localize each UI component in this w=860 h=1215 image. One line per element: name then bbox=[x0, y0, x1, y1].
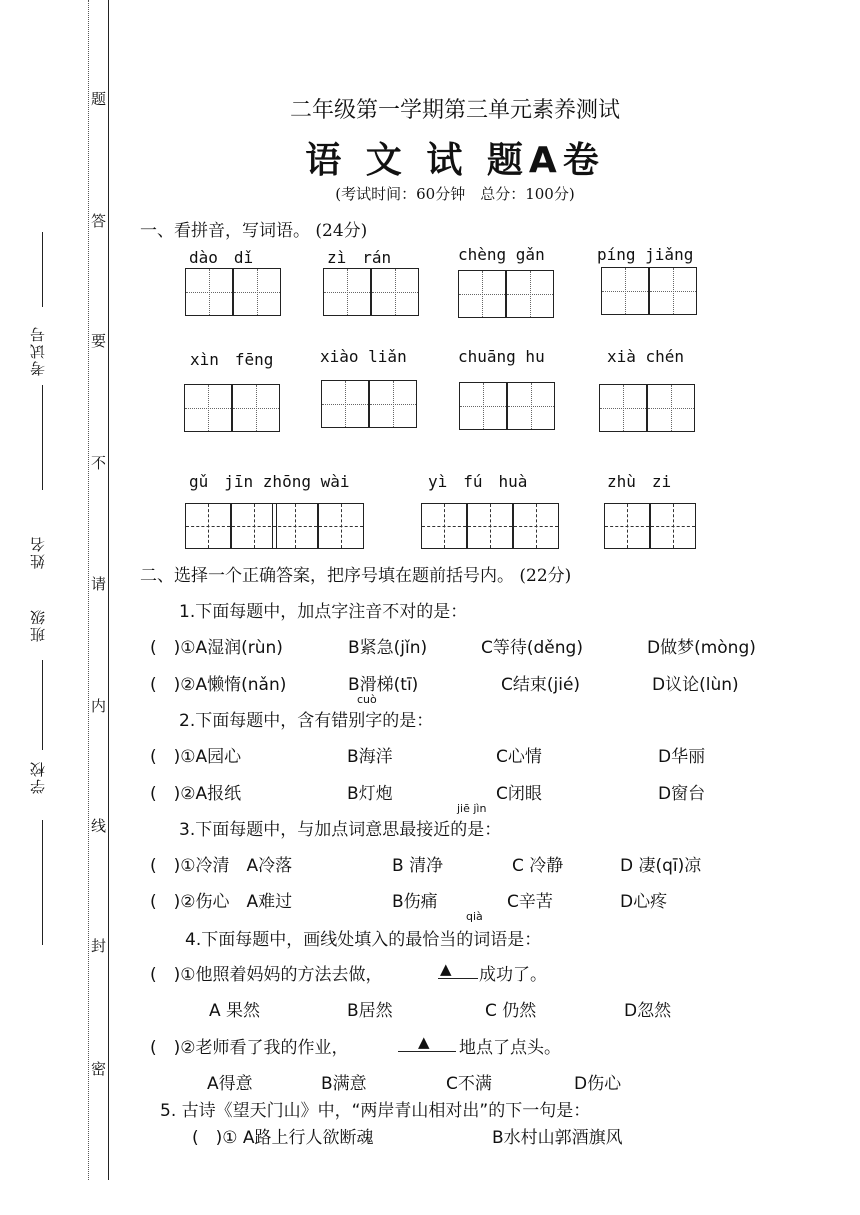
writing-box[interactable] bbox=[272, 503, 318, 549]
writing-box[interactable] bbox=[232, 384, 280, 432]
pinyin-annotation: jiē jìn bbox=[457, 802, 487, 815]
q1b-option-a: ( )②A懒惰(nǎn) bbox=[150, 675, 287, 695]
writing-box[interactable] bbox=[647, 384, 695, 432]
writing-box[interactable] bbox=[184, 384, 232, 432]
strip-char: 题 bbox=[91, 90, 107, 108]
pinyin-label: píng jiǎng bbox=[597, 245, 694, 264]
pinyin-annotation: cuò bbox=[357, 693, 377, 706]
q2b-option-a: ( )②A报纸 bbox=[150, 784, 242, 804]
triangle-icon: ▲ bbox=[440, 960, 452, 978]
class-field[interactable] bbox=[42, 660, 43, 750]
writing-box[interactable] bbox=[649, 267, 697, 315]
pinyin-label: chuāng hu bbox=[458, 347, 545, 366]
q4a-option-a: A 果然 bbox=[209, 1001, 261, 1021]
q3b-option-c: C辛苦 bbox=[507, 892, 553, 912]
q2-option-c: C心情 bbox=[496, 747, 542, 767]
pinyin-label: xiào liǎn bbox=[320, 347, 407, 366]
fill-blank[interactable] bbox=[438, 978, 478, 979]
writing-box[interactable] bbox=[323, 268, 371, 316]
strip-char: 密 bbox=[91, 1060, 107, 1078]
question-4: 4.下面每题中，画线处填入的最恰当的词语是： bbox=[185, 930, 542, 950]
triangle-icon: ▲ bbox=[418, 1033, 430, 1051]
q4a-stem: ( )①他照着妈妈的方法去做， bbox=[150, 965, 383, 985]
writing-box[interactable] bbox=[513, 503, 559, 549]
writing-box[interactable] bbox=[604, 503, 650, 549]
name-field[interactable] bbox=[42, 385, 43, 490]
pinyin-annotation: qià bbox=[466, 910, 483, 923]
question-2: 2.下面每题中，含有错别字的是： bbox=[179, 711, 434, 731]
q5-option-a: ( )① A路上行人欲断魂 bbox=[192, 1128, 374, 1148]
q1-option-b: B紧急(jǐn) bbox=[348, 638, 428, 658]
question-1: 1.下面每题中，加点字注音不对的是： bbox=[179, 602, 468, 622]
exam-id-label: 考试号 bbox=[29, 325, 47, 376]
fill-blank[interactable] bbox=[398, 1051, 456, 1052]
writing-box[interactable] bbox=[507, 382, 555, 430]
q2-option-d: D华丽 bbox=[658, 747, 706, 767]
q3b-option-b: B伤痛 bbox=[392, 892, 438, 912]
q2-option-a: ( )①A园心 bbox=[150, 747, 242, 767]
exam-subtitle: 语 文 试 题A卷 bbox=[305, 140, 605, 181]
exam-title: 二年级第一学期第三单元素养测试 bbox=[289, 98, 620, 123]
writing-box[interactable] bbox=[506, 270, 554, 318]
pinyin-label: xià chén bbox=[607, 347, 685, 366]
q4b-option-b: B满意 bbox=[321, 1074, 367, 1094]
q4a-option-b: B居然 bbox=[347, 1001, 393, 1021]
q1-option-c: C等待(děng) bbox=[481, 638, 583, 658]
q4b-option-a: A得意 bbox=[207, 1074, 253, 1094]
writing-box[interactable] bbox=[185, 268, 233, 316]
school-label: 学校 bbox=[29, 760, 47, 794]
q2-option-b: B海洋 bbox=[347, 747, 393, 767]
class-label: 班级 bbox=[29, 608, 47, 642]
writing-box[interactable] bbox=[369, 380, 417, 428]
strip-char: 线 bbox=[91, 817, 107, 835]
q4a-option-d: D忽然 bbox=[624, 1001, 672, 1021]
q3-option-c: C 冷静 bbox=[512, 856, 564, 876]
writing-box[interactable] bbox=[650, 503, 696, 549]
writing-box[interactable] bbox=[233, 268, 281, 316]
q4b-option-d: D伤心 bbox=[574, 1074, 622, 1094]
q1b-option-d: D议论(lùn) bbox=[652, 675, 739, 695]
q5-option-b: B水村山郭酒旗风 bbox=[492, 1128, 623, 1148]
q1b-option-c: C结束(jié) bbox=[501, 675, 581, 695]
section2-title: 二、选择一个正确答案，把序号填在题前括号内。 (22分) bbox=[140, 566, 572, 586]
writing-box[interactable] bbox=[458, 270, 506, 318]
strip-char: 答 bbox=[91, 212, 107, 230]
q4a-stem-end: 成功了。 bbox=[479, 965, 547, 985]
q3b-option-a: ( )②伤心 A难过 bbox=[150, 892, 293, 912]
writing-box[interactable] bbox=[185, 503, 231, 549]
pinyin-label: zì rán bbox=[327, 248, 392, 267]
writing-box[interactable] bbox=[467, 503, 513, 549]
writing-box[interactable] bbox=[459, 382, 507, 430]
name-label: 姓名 bbox=[29, 535, 47, 569]
q2b-option-d: D窗台 bbox=[658, 784, 706, 804]
pinyin-label: xìn fēng bbox=[190, 350, 274, 369]
writing-box[interactable] bbox=[371, 268, 419, 316]
question-5: 5. 古诗《望天门山》中，“两岸青山相对出”的下一句是： bbox=[160, 1101, 591, 1121]
writing-box[interactable] bbox=[599, 384, 647, 432]
exam-id-field[interactable] bbox=[42, 232, 43, 307]
strip-char: 封 bbox=[91, 937, 107, 955]
pinyin-label: zhù zi bbox=[607, 472, 672, 491]
q4b-option-c: C不满 bbox=[446, 1074, 492, 1094]
strip-char: 内 bbox=[91, 697, 107, 715]
strip-char: 不 bbox=[91, 454, 107, 472]
school-field[interactable] bbox=[42, 820, 43, 945]
q2b-option-c: C闭眼 bbox=[496, 784, 542, 804]
section1-title: 一、看拼音，写词语。 (24分) bbox=[140, 221, 368, 241]
writing-box[interactable] bbox=[318, 503, 364, 549]
q4b-stem: ( )②老师看了我的作业， bbox=[150, 1038, 349, 1058]
q3b-option-d: D心疼 bbox=[620, 892, 668, 912]
q4a-option-c: C 仍然 bbox=[485, 1001, 537, 1021]
q3-option-b: B 清净 bbox=[392, 856, 444, 876]
pinyin-label: chèng gǎn bbox=[458, 245, 545, 264]
pinyin-label: dào dǐ bbox=[189, 248, 254, 267]
strip-char: 请 bbox=[91, 575, 107, 593]
strip-char: 要 bbox=[91, 332, 107, 350]
writing-box[interactable] bbox=[321, 380, 369, 428]
q2b-option-b: B灯炮 bbox=[347, 784, 393, 804]
pinyin-label: yì fú huà bbox=[428, 472, 528, 491]
writing-box[interactable] bbox=[421, 503, 467, 549]
q4b-stem-end: 地点了点头。 bbox=[459, 1038, 561, 1058]
writing-box[interactable] bbox=[231, 503, 277, 549]
q1b-option-b: B滑梯(tī) bbox=[348, 675, 419, 695]
pinyin-label: gǔ jīn zhōng wài bbox=[189, 472, 350, 491]
writing-box[interactable] bbox=[601, 267, 649, 315]
q3-option-d: D 凄(qī)凉 bbox=[620, 856, 702, 876]
question-3: 3.下面每题中，与加点词意思最接近的是： bbox=[179, 820, 502, 840]
exam-info: (考试时间：60分钟 总分：100分) bbox=[335, 185, 575, 203]
q1-option-a: ( )①A湿润(rùn) bbox=[150, 638, 283, 658]
q1-option-d: D做梦(mòng) bbox=[647, 638, 756, 658]
q3-option-a: ( )①冷清 A冷落 bbox=[150, 856, 293, 876]
